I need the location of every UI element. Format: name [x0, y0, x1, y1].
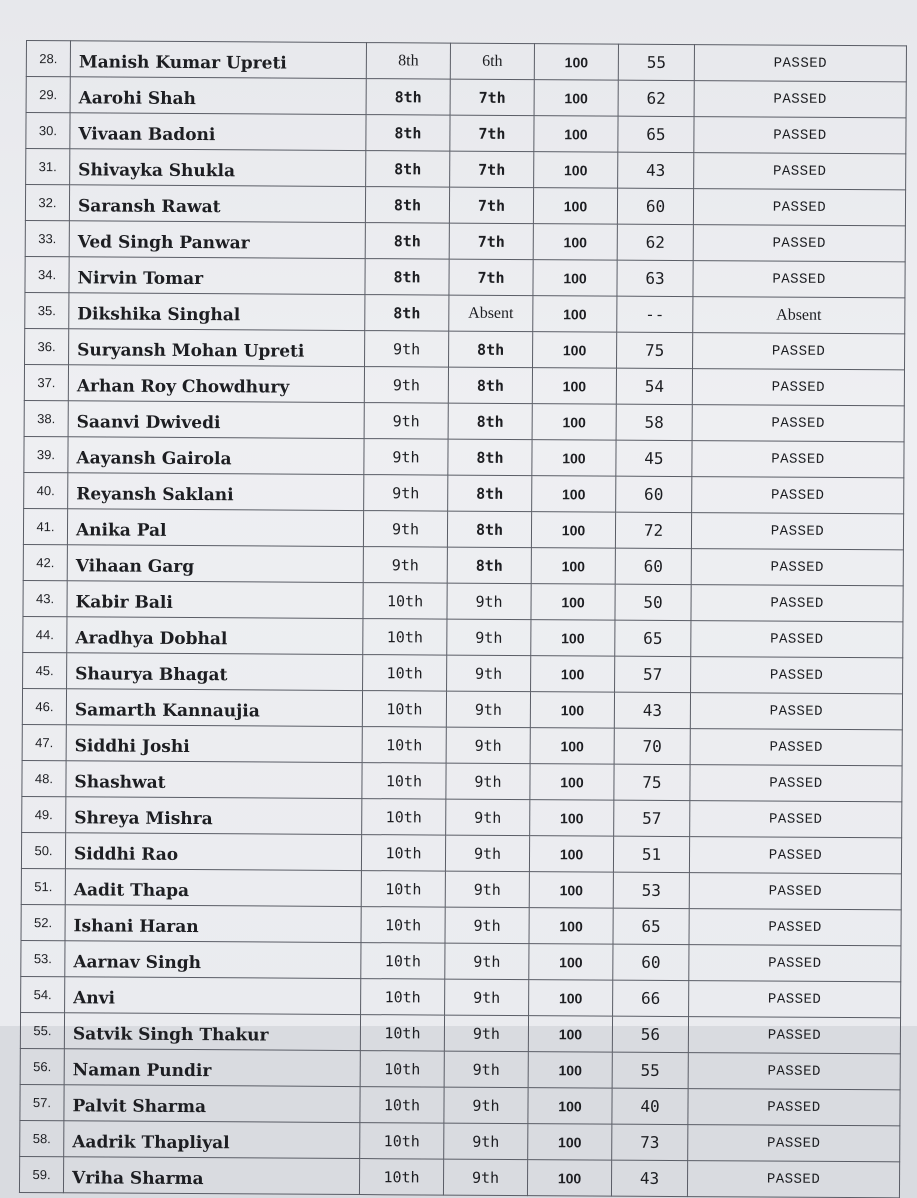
marks-obtained-cell: 51	[613, 836, 689, 872]
marks-obtained-cell: 53	[613, 872, 689, 908]
student-name-cell: Vriha Sharma	[63, 1157, 359, 1195]
student-name-cell: Suryansh Mohan Upreti	[69, 329, 365, 367]
class-cell: 8th	[365, 259, 449, 296]
table-row	[22, 688, 902, 729]
marks-obtained-cell: 55	[618, 44, 694, 80]
promoted-class-cell: 9th	[444, 1123, 528, 1160]
class-cell: 8th	[366, 79, 450, 116]
result-cell: PASSED	[690, 729, 902, 766]
max-marks-cell: 100	[534, 152, 618, 189]
marks-obtained-cell: 62	[617, 224, 693, 260]
table-row	[26, 149, 906, 190]
promoted-class-cell: 6th	[450, 43, 534, 80]
serial-number-cell: 38.	[24, 400, 68, 436]
class-cell: 8th	[366, 43, 450, 80]
promoted-class-cell: 7th	[449, 223, 533, 260]
max-marks-cell: 100	[529, 836, 613, 873]
student-name-cell: Naman Pundir	[64, 1049, 360, 1087]
marks-obtained-cell: 50	[615, 584, 691, 620]
student-name-cell: Arhan Roy Chowdhury	[68, 365, 364, 403]
marks-obtained-cell: 54	[616, 368, 692, 404]
student-name-cell: Satvik Singh Thakur	[64, 1013, 360, 1051]
result-cell: PASSED	[688, 1017, 900, 1054]
max-marks-cell: 100	[533, 260, 617, 297]
class-cell: 10th	[363, 619, 447, 656]
student-name-cell: Siddhi Joshi	[66, 725, 362, 763]
serial-number-cell: 32.	[25, 185, 69, 221]
result-cell: PASSED	[689, 837, 901, 874]
table-row	[24, 436, 904, 477]
student-name-cell: Siddhi Rao	[65, 833, 361, 871]
marks-obtained-cell: 55	[612, 1052, 688, 1088]
student-name-cell: Shashwat	[66, 761, 362, 799]
max-marks-cell: 100	[533, 188, 617, 225]
class-cell: 10th	[361, 871, 445, 908]
serial-number-cell: 34.	[25, 256, 69, 292]
marks-obtained-cell: 72	[615, 512, 691, 548]
serial-number-cell: 39.	[24, 436, 68, 472]
serial-number-cell: 41.	[23, 508, 67, 544]
student-name-cell: Manish Kumar Upreti	[70, 41, 366, 79]
table-row	[23, 508, 903, 549]
promoted-class-cell: 9th	[445, 835, 529, 872]
serial-number-cell: 57.	[20, 1084, 64, 1120]
table-row	[23, 652, 903, 693]
class-cell: 10th	[360, 1051, 444, 1088]
class-cell: 9th	[363, 511, 447, 548]
result-cell: PASSED	[692, 369, 904, 406]
marks-obtained-cell: 60	[613, 944, 689, 980]
max-marks-cell: 100	[532, 404, 616, 441]
class-cell: 9th	[364, 367, 448, 404]
result-cell: PASSED	[691, 549, 903, 586]
max-marks-cell: 100	[529, 980, 613, 1017]
class-cell: 10th	[361, 979, 445, 1016]
promoted-class-cell: 9th	[447, 619, 531, 656]
student-name-cell: Vihaan Garg	[67, 545, 363, 583]
marks-obtained-cell: 40	[612, 1088, 688, 1124]
class-cell: 10th	[362, 727, 446, 764]
promoted-class-cell: 8th	[448, 475, 532, 512]
max-marks-cell: 100	[531, 584, 615, 621]
student-name-cell: Shivayka Shukla	[70, 149, 366, 187]
marks-obtained-cell: 75	[617, 332, 693, 368]
serial-number-cell: 56.	[20, 1048, 64, 1084]
table-row	[21, 940, 901, 981]
result-cell: PASSED	[691, 657, 903, 694]
class-cell: 10th	[361, 907, 445, 944]
table-row	[20, 1084, 900, 1125]
result-cell: PASSED	[693, 189, 905, 226]
result-cell: PASSED	[689, 873, 901, 910]
marks-obtained-cell: 62	[618, 80, 694, 116]
result-cell: PASSED	[690, 693, 902, 730]
marks-obtained-cell: 45	[616, 440, 692, 476]
max-marks-cell: 100	[533, 332, 617, 369]
results-table-body	[19, 41, 906, 1198]
result-cell: PASSED	[694, 153, 906, 190]
class-cell: 9th	[363, 547, 447, 584]
max-marks-cell: 100	[529, 872, 613, 909]
result-cell: PASSED	[694, 45, 906, 82]
result-cell: PASSED	[692, 477, 904, 514]
marks-obtained-cell: 65	[615, 620, 691, 656]
marks-obtained-cell: 56	[612, 1016, 688, 1052]
student-name-cell: Ishani Haran	[65, 905, 361, 943]
student-name-cell: Aadit Thapa	[65, 869, 361, 907]
marks-obtained-cell: 60	[616, 476, 692, 512]
serial-number-cell: 44.	[23, 616, 67, 652]
class-cell: 8th	[366, 115, 450, 152]
max-marks-cell: 100	[529, 908, 613, 945]
table-row	[25, 256, 905, 297]
promoted-class-cell: 9th	[447, 655, 531, 692]
table-row	[22, 796, 902, 837]
max-marks-cell: 100	[532, 368, 616, 405]
serial-number-cell: 55.	[20, 1012, 64, 1048]
serial-number-cell: 35.	[25, 292, 69, 328]
result-cell: PASSED	[688, 1125, 900, 1162]
class-cell: 10th	[359, 1159, 443, 1196]
promoted-class-cell: 9th	[445, 871, 529, 908]
max-marks-cell: 100	[530, 728, 614, 765]
results-table	[19, 40, 907, 1198]
result-cell: PASSED	[688, 1053, 900, 1090]
result-cell: PASSED	[691, 585, 903, 622]
marks-obtained-cell: --	[617, 296, 693, 332]
student-name-cell: Dikshika Singhal	[69, 293, 365, 331]
class-cell: 9th	[364, 475, 448, 512]
student-name-cell: Aayansh Gairola	[68, 437, 364, 475]
max-marks-cell: 100	[531, 512, 615, 549]
result-cell: PASSED	[691, 513, 903, 550]
promoted-class-cell: 8th	[448, 367, 532, 404]
table-row	[20, 1048, 900, 1089]
marks-obtained-cell: 63	[617, 260, 693, 296]
student-name-cell: Anika Pal	[67, 509, 363, 547]
result-cell: PASSED	[688, 1089, 900, 1126]
table-row	[21, 976, 901, 1017]
max-marks-cell: 100	[528, 1052, 612, 1089]
table-row	[19, 1156, 899, 1197]
class-cell: 10th	[360, 1123, 444, 1160]
serial-number-cell: 29.	[26, 77, 70, 113]
student-name-cell: Aradhya Dobhal	[67, 617, 363, 655]
serial-number-cell: 52.	[21, 904, 65, 940]
promoted-class-cell: 8th	[448, 403, 532, 440]
student-name-cell: Aadrik Thapliyal	[64, 1121, 360, 1159]
serial-number-cell: 42.	[23, 544, 67, 580]
table-row	[26, 77, 906, 118]
max-marks-cell: 100	[533, 224, 617, 261]
marks-obtained-cell: 43	[618, 152, 694, 188]
result-cell: PASSED	[689, 945, 901, 982]
result-cell: PASSED	[690, 801, 902, 838]
serial-number-cell: 28.	[26, 41, 70, 77]
promoted-class-cell: Absent	[449, 295, 533, 332]
marks-obtained-cell: 43	[614, 692, 690, 728]
promoted-class-cell: 7th	[449, 187, 533, 224]
table-row	[25, 292, 905, 333]
table-row	[24, 472, 904, 513]
class-cell: 8th	[366, 151, 450, 188]
result-cell: PASSED	[690, 765, 902, 802]
serial-number-cell: 49.	[22, 796, 66, 832]
serial-number-cell: 50.	[21, 832, 65, 868]
serial-number-cell: 31.	[26, 149, 70, 185]
serial-number-cell: 47.	[22, 724, 66, 760]
marks-obtained-cell: 43	[611, 1160, 687, 1196]
serial-number-cell: 46.	[22, 688, 66, 724]
promoted-class-cell: 9th	[444, 1015, 528, 1052]
promoted-class-cell: 9th	[446, 727, 530, 764]
max-marks-cell: 100	[534, 116, 618, 153]
class-cell: 10th	[362, 763, 446, 800]
promoted-class-cell: 7th	[450, 115, 534, 152]
result-cell: PASSED	[694, 81, 906, 118]
max-marks-cell: 100	[528, 1088, 612, 1125]
promoted-class-cell: 9th	[445, 907, 529, 944]
class-cell: 10th	[361, 835, 445, 872]
student-name-cell: Anvi	[65, 977, 361, 1015]
result-cell: PASSED	[693, 261, 905, 298]
table-row	[23, 616, 903, 657]
result-cell: PASSED	[689, 981, 901, 1018]
class-cell: 10th	[360, 1015, 444, 1052]
serial-number-cell: 43.	[23, 580, 67, 616]
class-cell: 10th	[362, 691, 446, 728]
table-row	[22, 760, 902, 801]
class-cell: 10th	[363, 655, 447, 692]
promoted-class-cell: 9th	[444, 1087, 528, 1124]
table-row	[23, 544, 903, 585]
serial-number-cell: 37.	[24, 364, 68, 400]
marks-obtained-cell: 66	[613, 980, 689, 1016]
promoted-class-cell: 9th	[447, 583, 531, 620]
class-cell: 9th	[365, 331, 449, 368]
serial-number-cell: 54.	[21, 976, 65, 1012]
result-cell: PASSED	[692, 441, 904, 478]
result-cell: PASSED	[692, 405, 904, 442]
result-cell: Absent	[693, 297, 905, 334]
table-row	[23, 580, 903, 621]
student-name-cell: Saanvi Dwivedi	[68, 401, 364, 439]
promoted-class-cell: 8th	[447, 547, 531, 584]
max-marks-cell: 100	[527, 1160, 611, 1197]
serial-number-cell: 58.	[20, 1120, 64, 1156]
max-marks-cell: 100	[531, 548, 615, 585]
result-cell: PASSED	[691, 621, 903, 658]
marks-obtained-cell: 65	[618, 116, 694, 152]
promoted-class-cell: 9th	[444, 1051, 528, 1088]
class-cell: 9th	[364, 439, 448, 476]
promoted-class-cell: 7th	[450, 79, 534, 116]
student-name-cell: Aarnav Singh	[65, 941, 361, 979]
student-name-cell: Saransh Rawat	[69, 185, 365, 223]
table-row	[20, 1012, 900, 1053]
promoted-class-cell: 9th	[445, 979, 529, 1016]
promoted-class-cell: 9th	[446, 691, 530, 728]
marks-obtained-cell: 60	[615, 548, 691, 584]
promoted-class-cell: 9th	[443, 1159, 527, 1196]
table-row	[25, 328, 905, 369]
result-cell: PASSED	[694, 117, 906, 154]
serial-number-cell: 36.	[25, 328, 69, 364]
student-name-cell: Reyansh Saklani	[68, 473, 364, 511]
student-name-cell: Palvit Sharma	[64, 1085, 360, 1123]
table-row	[21, 868, 901, 909]
student-name-cell: Shaurya Bhagat	[67, 653, 363, 691]
class-cell: 8th	[365, 187, 449, 224]
result-cell: PASSED	[689, 909, 901, 946]
serial-number-cell: 33.	[25, 220, 69, 256]
promoted-class-cell: 9th	[446, 763, 530, 800]
max-marks-cell: 100	[528, 1016, 612, 1053]
table-row	[24, 364, 904, 405]
student-name-cell: Samarth Kannaujia	[66, 689, 362, 727]
marks-obtained-cell: 65	[613, 908, 689, 944]
serial-number-cell: 30.	[26, 113, 70, 149]
marks-obtained-cell: 57	[615, 656, 691, 692]
table-row	[26, 113, 906, 154]
table-row	[25, 185, 905, 226]
table-row	[25, 220, 905, 261]
class-cell: 9th	[364, 403, 448, 440]
max-marks-cell: 100	[533, 296, 617, 333]
class-cell: 10th	[362, 799, 446, 836]
serial-number-cell: 53.	[21, 940, 65, 976]
max-marks-cell: 100	[530, 692, 614, 729]
promoted-class-cell: 9th	[446, 799, 530, 836]
marks-obtained-cell: 75	[614, 764, 690, 800]
promoted-class-cell: 7th	[449, 259, 533, 296]
max-marks-cell: 100	[534, 80, 618, 117]
class-cell: 10th	[361, 943, 445, 980]
marks-obtained-cell: 60	[617, 188, 693, 224]
max-marks-cell: 100	[530, 764, 614, 801]
class-cell: 10th	[363, 583, 447, 620]
result-cell: PASSED	[693, 225, 905, 262]
promoted-class-cell: 8th	[449, 331, 533, 368]
promoted-class-cell: 8th	[447, 511, 531, 548]
class-cell: 8th	[365, 223, 449, 260]
table-row	[22, 724, 902, 765]
student-name-cell: Nirvin Tomar	[69, 257, 365, 295]
table-row	[21, 832, 901, 873]
max-marks-cell: 100	[531, 656, 615, 693]
marks-obtained-cell: 58	[616, 404, 692, 440]
class-cell: 8th	[365, 295, 449, 332]
table-row	[26, 41, 906, 82]
student-name-cell: Shreya Mishra	[66, 797, 362, 835]
table-row	[21, 904, 901, 945]
max-marks-cell: 100	[528, 1124, 612, 1161]
marks-obtained-cell: 70	[614, 728, 690, 764]
marks-obtained-cell: 57	[614, 800, 690, 836]
serial-number-cell: 51.	[21, 868, 65, 904]
result-cell: PASSED	[693, 333, 905, 370]
student-name-cell: Vivaan Badoni	[70, 113, 366, 151]
serial-number-cell: 45.	[23, 652, 67, 688]
promoted-class-cell: 9th	[445, 943, 529, 980]
student-name-cell: Aarohi Shah	[70, 77, 366, 115]
max-marks-cell: 100	[532, 476, 616, 513]
table-row	[24, 400, 904, 441]
student-name-cell: Kabir Bali	[67, 581, 363, 619]
max-marks-cell: 100	[529, 944, 613, 981]
marks-obtained-cell: 73	[612, 1124, 688, 1160]
class-cell: 10th	[360, 1087, 444, 1124]
serial-number-cell: 48.	[22, 760, 66, 796]
table-row	[20, 1120, 900, 1161]
max-marks-cell: 100	[532, 440, 616, 477]
result-cell: PASSED	[687, 1161, 899, 1198]
promoted-class-cell: 8th	[448, 439, 532, 476]
student-name-cell: Ved Singh Panwar	[69, 221, 365, 259]
max-marks-cell: 100	[531, 620, 615, 657]
max-marks-cell: 100	[534, 44, 618, 81]
promoted-class-cell: 7th	[450, 151, 534, 188]
serial-number-cell: 40.	[24, 472, 68, 508]
max-marks-cell: 100	[530, 800, 614, 837]
serial-number-cell: 59.	[19, 1156, 63, 1192]
